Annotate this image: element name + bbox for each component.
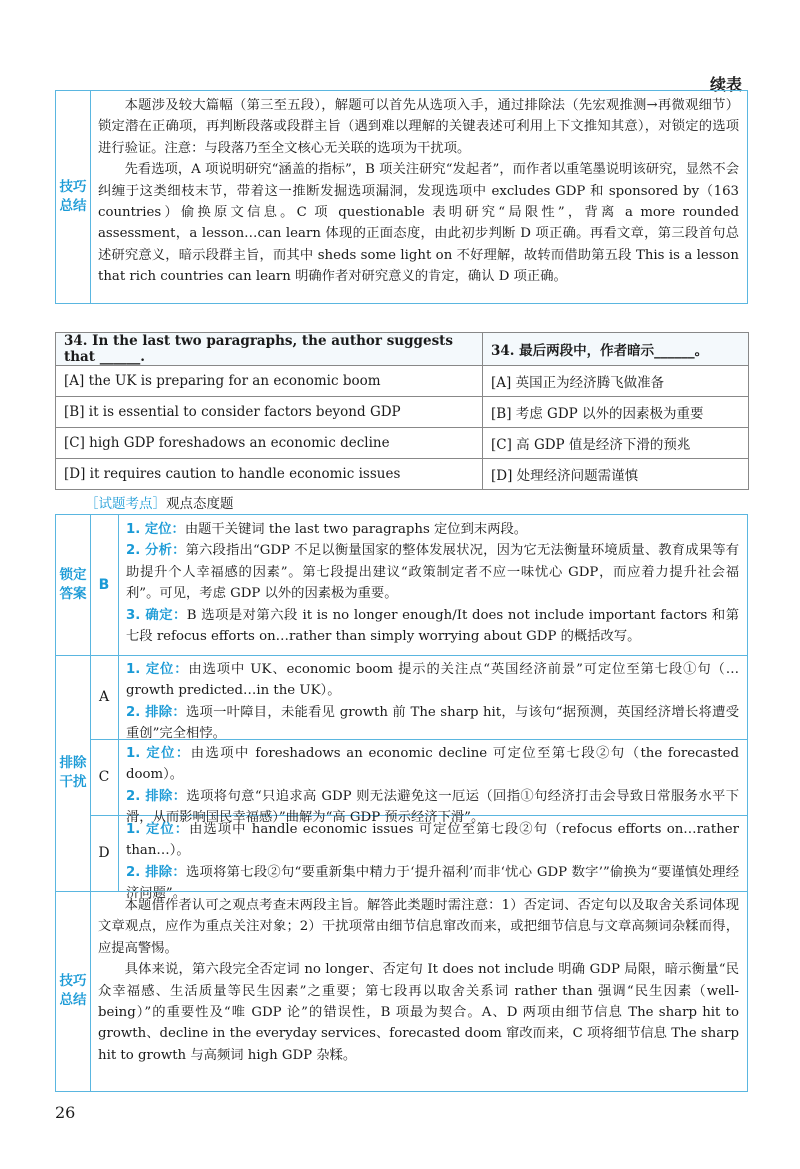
tip-label-cell bbox=[56, 891, 91, 1091]
exclude-text bbox=[126, 659, 739, 745]
option-cn: [C] 高 GDP 值是经济下滑的预兆 bbox=[483, 428, 749, 459]
exclude-letter: A bbox=[90, 655, 119, 739]
tip-content bbox=[98, 895, 739, 1066]
exclude-row-d bbox=[90, 815, 747, 902]
step-keyword: 1. 定位： bbox=[126, 662, 189, 677]
lock-answer-label: 锁定答案 bbox=[59, 567, 87, 602]
step-text: 第六段指出“GDP 不足以衡量国家的整体发展状况，因为它无法衡量环境质量、教育成果等有助提升个人幸福感的因素”。第七段提出建议“政策制定者不应一味忧心 GDP，而应着力提升社会福利”。可见，考虑 GDP 以外的因素极为重要。 bbox=[126, 543, 739, 602]
test-point-bracket: ［试题考点］ bbox=[85, 496, 166, 512]
option-en: [B] it is essential to consider factors beyond GDP bbox=[56, 397, 483, 428]
step-text: 选项将第七段②句“要重新集中精力于‘提升福利’而非‘忧心 GDP 数字’”偷换为“要谨慎处理经济问题”。 bbox=[126, 864, 739, 902]
exclude-row-a bbox=[90, 655, 747, 740]
exclude-label: 排除干扰 bbox=[59, 755, 87, 790]
option-cn: [A] 英国正为经济腾飞做准备 bbox=[483, 366, 749, 397]
tip-box-top bbox=[55, 90, 748, 304]
tip-label: 技巧总结 bbox=[59, 179, 87, 214]
step-keyword: 2. 分析： bbox=[126, 543, 186, 559]
exclude-letter: D bbox=[90, 815, 119, 891]
answer-step-3 bbox=[126, 605, 739, 648]
option-en: [C] high GDP foreshadows an economic decline bbox=[56, 428, 483, 459]
section-divider bbox=[56, 891, 747, 892]
step-keyword: 1. 定位： bbox=[126, 746, 191, 761]
tip-paragraph-2: 先看选项，A 项说明研究“涵盖的指标”，B 项关注研究“发起者”，而作者以重笔墨说明该研究，显然不会纠缠于这类细枝末节，带着这一推断发掘选项漏洞，发现选项中 excludes GDP 和 sponsored by（163 countries）偷换原文信息。C 项 questionable 表明研究“局限性”，背离 a more rounded assessment，a lesson…can learn 体现的正面态度，由此初步判断 D 项正确。再看文章，第三段首句总述研究意义，暗示段群主旨，而其中 sheds some light on 不好理解，故转而借助第五段 This is a lesson that rich countries can learn 明确作者对研究意义的肯定，确认 D 项正确。 bbox=[98, 162, 739, 285]
test-point-text: 观点态度题 bbox=[166, 496, 234, 512]
step-keyword: 1. 定位： bbox=[126, 522, 185, 537]
exclude-label-cell bbox=[56, 655, 91, 891]
question-stem-row bbox=[56, 333, 749, 366]
exclude-row-c bbox=[90, 739, 747, 826]
option-row bbox=[56, 397, 749, 428]
tip-label: 技巧总结 bbox=[59, 973, 87, 1008]
answer-letter: B bbox=[90, 515, 119, 655]
exclude-letter: C bbox=[90, 739, 119, 815]
answer-step-1 bbox=[126, 519, 739, 540]
step-text: 由选项中 UK、economic boom 提示的关注点“英国经济前景”可定位至第七段①句（…growth predicted…in the UK）。 bbox=[126, 662, 739, 699]
option-cn: [D] 处理经济问题需谨慎 bbox=[483, 459, 749, 490]
answer-row bbox=[90, 515, 747, 656]
option-en: [D] it requires caution to handle economic issues bbox=[56, 459, 483, 490]
step-text: 由选项中 foreshadows an economic decline 可定位至第七段②句（the forecasted doom）。 bbox=[126, 746, 739, 783]
step-text: 选项将句意“只追求高 GDP 则无法避免这一厄运（回指①句经济打击会导致日常服务水平下滑，从而影响国民幸福感）”曲解为“高 GDP 预示经济下滑”。 bbox=[126, 788, 740, 826]
question-table bbox=[55, 332, 749, 490]
analysis-box bbox=[55, 514, 748, 1092]
page-number: 26 bbox=[55, 1103, 76, 1122]
answer-analysis bbox=[126, 519, 739, 647]
step-text: 由选项中 handle economic issues 可定位至第七段②句（refocus efforts on…rather than…）。 bbox=[126, 822, 739, 859]
tip-paragraph-2: 具体来说，第六段完全否定词 no longer、否定句 It does not include 明确 GDP 局限，暗示衡量“民众幸福感、生活质量等民生因素”之重要；第七段再以取舍关系词 rather than 强调“民生因素（well-being）”的重要性及“唯 GDP 论”的错误性，B 项最为契合。A、D 两项由细节信息 The sharp hit to growth、decline in the everyday services、forecasted doom 窜改而来，C 项将细节信息 The sharp hit to growth 与高频词 high GDP 杂糅。 bbox=[98, 962, 739, 1063]
option-en: [A] the UK is preparing for an economic boom bbox=[56, 366, 483, 397]
option-row bbox=[56, 428, 749, 459]
tip-paragraph-1: 本题借作者认可之观点考查末两段主旨。解答此类题时需注意：1）否定词、否定句以及取舍关系词体现文章观点，应作为重点关注对象；2）干扰项常由细节信息窜改而来，或把细节信息与文章高频词杂糅而得，应提高警惕。 bbox=[98, 898, 739, 956]
answer-step-2 bbox=[126, 540, 739, 604]
option-row bbox=[56, 366, 749, 397]
step-text: B 选项是对第六段 it is no longer enough/It does not include important factors 和第七段 refocus efforts on…rather than simply worrying about GDP 的概括改写。 bbox=[126, 607, 739, 645]
step-keyword: 2. 排除： bbox=[126, 864, 186, 880]
tip-label-cell bbox=[56, 91, 91, 303]
step-keyword: 1. 定位： bbox=[126, 822, 190, 837]
step-text: 选项一叶障目，未能看见 growth 前 The sharp hit，与该句“据预测，英国经济增长将遭受重创”完全相悖。 bbox=[126, 704, 739, 742]
step-keyword: 2. 排除： bbox=[126, 788, 187, 804]
question-stem-cn: 34. 最后两段中，作者暗示______。 bbox=[483, 333, 749, 366]
option-cn: [B] 考虑 GDP 以外的因素极为重要 bbox=[483, 397, 749, 428]
option-row bbox=[56, 459, 749, 490]
tip-content bbox=[98, 95, 739, 288]
question-stem-en: 34. In the last two paragraphs, the author suggests that ______. bbox=[56, 333, 483, 366]
continued-label: 续表 bbox=[709, 75, 742, 94]
step-keyword: 2. 排除： bbox=[126, 704, 186, 720]
test-point bbox=[85, 492, 234, 512]
step-keyword: 3. 确定： bbox=[126, 607, 187, 623]
step-text: 由题干关键词 the last two paragraphs 定位到末两段。 bbox=[184, 522, 528, 537]
lock-answer-label-cell bbox=[56, 515, 91, 655]
tip-paragraph-1: 本题涉及较大篇幅（第三至五段），解题可以首先从选项入手，通过排除法（先宏观推测→再微观细节）锁定潜在正确项，再判断段落或段群主旨（遇到难以理解的关键表述可利用上下文推知其意），对锁定的选项进行验证。注意：与段落乃至全文核心无关联的选项为干扰项。 bbox=[98, 98, 739, 156]
